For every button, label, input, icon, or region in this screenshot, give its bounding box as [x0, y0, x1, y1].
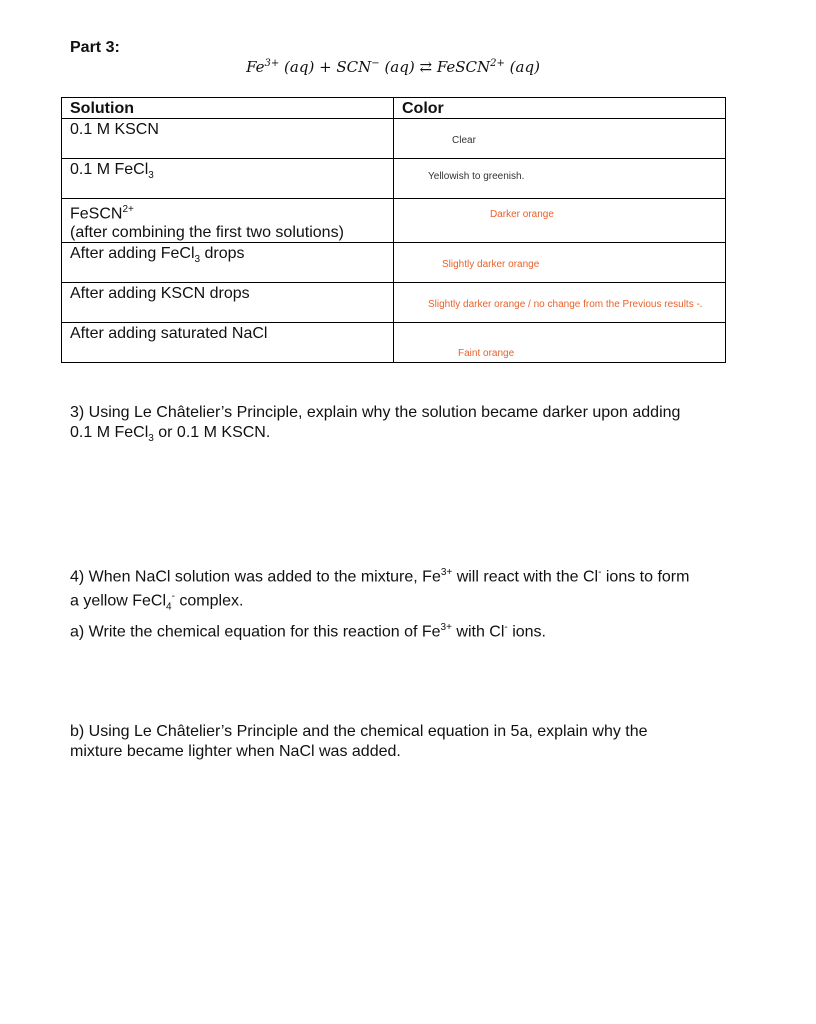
q4-line2-sup: - [171, 591, 175, 603]
color-cell[interactable] [394, 283, 726, 323]
results-table [61, 97, 726, 363]
eq-aq3: (aq) [504, 58, 540, 76]
q4-line2-sub: 4 [166, 601, 172, 613]
table-row [62, 199, 726, 243]
eq-product-charge: 2+ [490, 58, 505, 69]
color-answer: Clear [452, 135, 476, 146]
color-answer: Slightly darker orange [442, 259, 540, 271]
table-row [62, 323, 726, 363]
equilibrium-equation [0, 58, 786, 76]
table-row [62, 283, 726, 323]
eq-aq1: (aq) + [279, 58, 337, 76]
color-cell[interactable] [394, 323, 726, 363]
q4a-text-mid: with Cl [451, 623, 505, 641]
q4-text-c: ions to form [601, 568, 690, 586]
color-cell[interactable] [394, 243, 726, 283]
color-cell[interactable] [394, 199, 726, 243]
eq-aq2: (aq) ⇄ [379, 58, 437, 76]
question-4b-line1: b) Using Le Châtelier’s Principle and the chemical equation in 5a, explain why the [70, 723, 648, 740]
question-3-line2 [70, 423, 750, 449]
solution-cell: After adding saturated NaCl [62, 323, 394, 363]
eq-fe: Fe [246, 58, 265, 76]
solution-cell: 0.1 M KSCN [62, 119, 394, 159]
question-4a [70, 618, 750, 642]
solution-text: 0.1 M FeCl [70, 161, 149, 178]
solution-subscript: 3 [194, 254, 201, 266]
eq-scn-charge: − [371, 58, 380, 69]
solution-cell: After adding KSCN drops [62, 283, 394, 323]
question-4 [70, 563, 750, 642]
question-4b [70, 722, 750, 762]
color-answer: Faint orange [458, 348, 515, 360]
solution-superscript: 2+ [122, 204, 134, 215]
q4-sup-b: - [598, 567, 602, 578]
solution-text: After adding FeCl [70, 245, 195, 263]
solution-cell [62, 159, 394, 199]
color-answer: Slightly darker orange / no change from the Previous results -. [428, 299, 703, 311]
q4a-sup2: - [504, 621, 508, 633]
table-row [62, 159, 726, 199]
solution-cell [62, 243, 394, 283]
question-4-line1 [70, 563, 750, 587]
solution-text: FeSCN [70, 205, 123, 223]
q3-text-tail: or 0.1 M KSCN. [153, 424, 271, 441]
part-title: Part 3: [70, 39, 120, 56]
table-row [62, 243, 726, 283]
color-answer: Darker orange [490, 209, 554, 220]
q4-text-b: will react with the Cl [452, 568, 599, 586]
q4-text-a: 4) When NaCl solution was added to the mixture, Fe [70, 568, 441, 586]
solution-note: (after combining the first two solutions) [70, 224, 344, 242]
question-4-line2 [70, 587, 750, 618]
q4-line2-text: a yellow FeCl [70, 592, 167, 610]
table-row [62, 119, 726, 159]
q4a-sup1: 3+ [440, 621, 452, 633]
color-answer: Yellowish to greenish. [428, 171, 525, 182]
q3-subscript: 3 [148, 433, 154, 445]
question-4b-line2: mixture became lighter when NaCl was added. [70, 743, 401, 760]
q4-sup-a: 3+ [440, 567, 453, 578]
solution-cell [62, 199, 394, 243]
q4a-text-tail: ions. [507, 623, 546, 641]
solution-subscript: 3 [148, 170, 154, 182]
color-cell[interactable] [394, 119, 726, 159]
eq-product: FeSCN [436, 58, 491, 76]
q4-line2-tail: complex. [174, 592, 244, 610]
eq-scn: SCN [336, 58, 372, 76]
question-3-line1: 3) Using Le Châtelier’s Principle, explain why the solution became darker upon adding [70, 404, 681, 421]
header-color: Color [394, 98, 726, 119]
q3-text: 0.1 M FeCl [70, 424, 149, 441]
eq-fe-charge: 3+ [264, 58, 280, 69]
q4a-text: a) Write the chemical equation for this reaction of Fe [70, 623, 441, 641]
solution-text-tail: drops [200, 245, 245, 263]
header-solution: Solution [62, 98, 394, 119]
color-cell[interactable] [394, 159, 726, 199]
question-3 [70, 403, 750, 449]
